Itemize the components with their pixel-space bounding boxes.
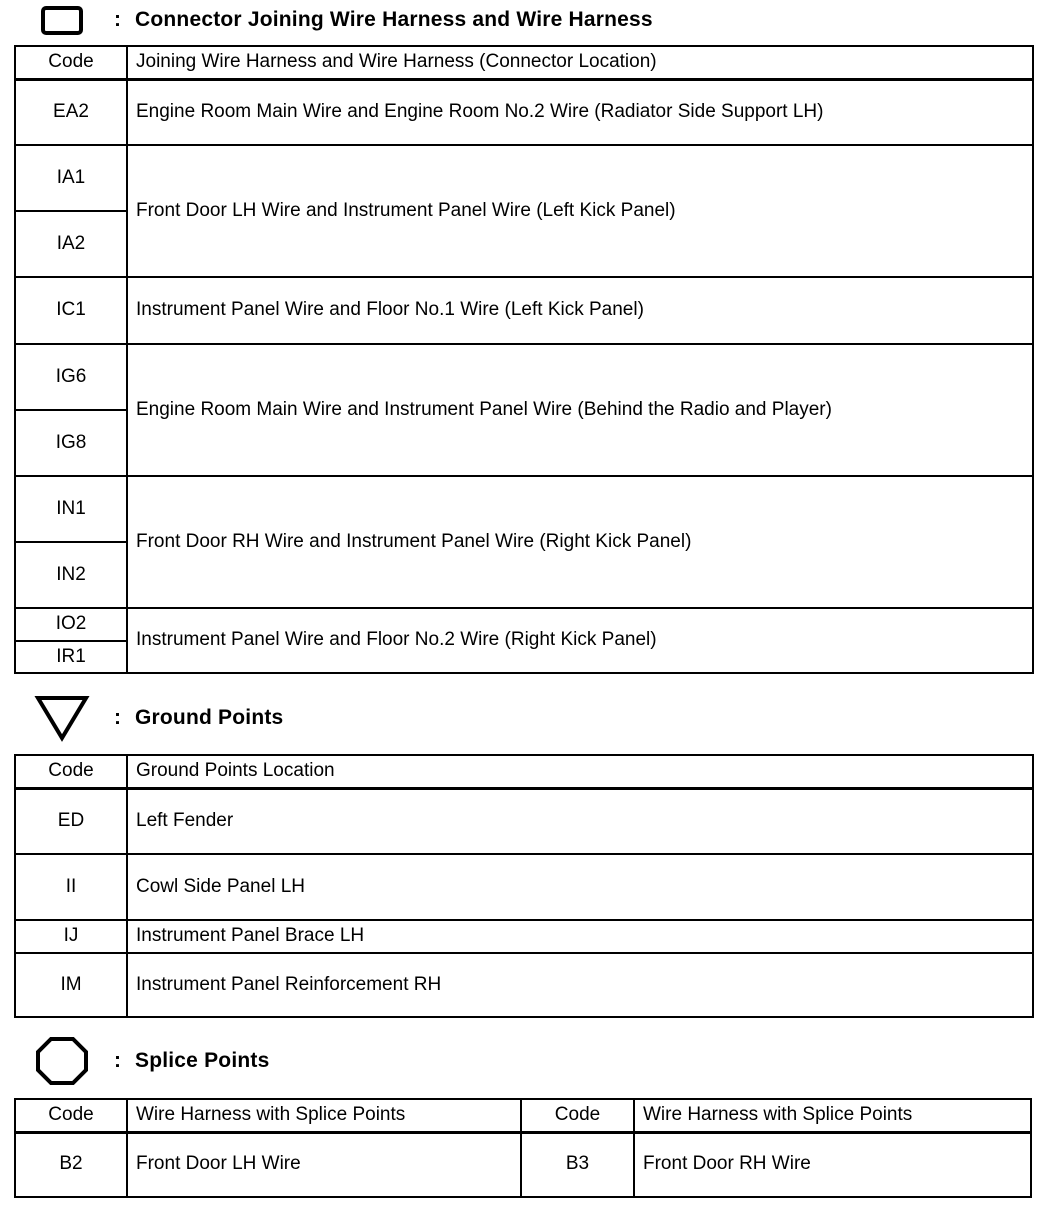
ground-code: IJ [15,920,127,953]
connector-code: IR1 [15,641,127,673]
triangle-down-icon [34,698,90,738]
table-row [15,1132,1031,1197]
connector-code: IA1 [15,145,127,211]
table-header-row [15,46,1033,79]
connectors-title: Connector Joining Wire Harness and Wire Harness [135,8,653,31]
connector-code: IN2 [15,542,127,608]
table-row [15,854,1033,920]
header-desc: Joining Wire Harness and Wire Harness (Connector Location) [127,46,1033,79]
connector-code: IG6 [15,344,127,410]
splices-section-header [34,1041,269,1081]
header-code: Code [521,1099,634,1132]
connector-desc: Front Door RH Wire and Instrument Panel Wire (Right Kick Panel) [127,476,1033,608]
table-row [15,608,1033,641]
connector-code: IN1 [15,476,127,542]
connector-desc: Engine Room Main Wire and Engine Room No.2 Wire (Radiator Side Support LH) [127,79,1033,145]
table-row [15,277,1033,344]
header-desc: Ground Points Location [127,755,1033,788]
connector-desc: Instrument Panel Wire and Floor No.2 Wire (Right Kick Panel) [127,608,1033,673]
ground-code: ED [15,788,127,854]
header-code: Code [15,755,127,788]
splices-colon: : [114,1049,121,1072]
ground-desc: Instrument Panel Brace LH [127,920,1033,953]
grounds-section-header [34,698,283,738]
connectors-table [14,45,1034,674]
connector-code: EA2 [15,79,127,145]
connector-code: IO2 [15,608,127,641]
ground-code: IM [15,953,127,1017]
splice-code: B3 [521,1132,634,1197]
connector-code: IG8 [15,410,127,476]
table-row [15,344,1033,410]
table-row [15,920,1033,953]
table-row [15,79,1033,145]
table-row [15,953,1033,1017]
splice-desc: Front Door RH Wire [634,1132,1031,1197]
table-row [15,788,1033,854]
grounds-title: Ground Points [135,706,284,729]
table-row [15,145,1033,211]
connectors-section-header [34,0,653,40]
header-code: Code [15,46,127,79]
connector-code: IC1 [15,277,127,344]
connector-desc: Front Door LH Wire and Instrument Panel Wire (Left Kick Panel) [127,145,1033,277]
splices-table [14,1098,1032,1198]
grounds-table [14,754,1034,1018]
ground-desc: Cowl Side Panel LH [127,854,1033,920]
splice-desc: Front Door LH Wire [127,1132,521,1197]
octagon-icon [34,1041,90,1081]
connector-code: IA2 [15,211,127,277]
header-desc: Wire Harness with Splice Points [127,1099,521,1132]
ground-desc: Instrument Panel Reinforcement RH [127,953,1033,1017]
square-icon [34,0,90,40]
table-header-row [15,755,1033,788]
splices-title: Splice Points [135,1049,270,1072]
table-row [15,476,1033,542]
header-code: Code [15,1099,127,1132]
connector-desc: Engine Room Main Wire and Instrument Panel Wire (Behind the Radio and Player) [127,344,1033,476]
table-header-row [15,1099,1031,1132]
grounds-colon: : [114,706,121,729]
ground-desc: Left Fender [127,788,1033,854]
connectors-colon: : [114,8,121,31]
splice-code: B2 [15,1132,127,1197]
connector-desc: Instrument Panel Wire and Floor No.1 Wire (Left Kick Panel) [127,277,1033,344]
header-desc: Wire Harness with Splice Points [634,1099,1031,1132]
ground-code: II [15,854,127,920]
